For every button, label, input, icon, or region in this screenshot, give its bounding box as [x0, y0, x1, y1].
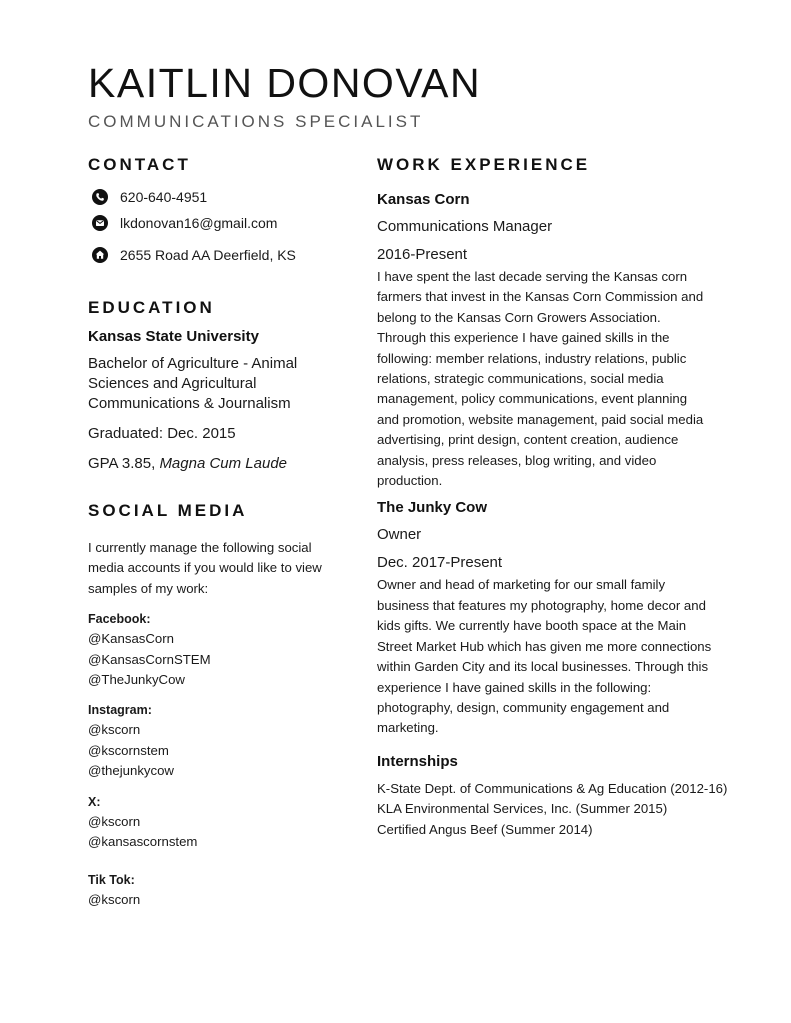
instagram-handle: @thejunkycow — [88, 763, 174, 779]
gpa-honor: Magna Cum Laude — [159, 455, 288, 472]
job-role: Owner — [377, 526, 422, 544]
facebook-label: Facebook: — [88, 612, 151, 627]
education-degree: Bachelor of Agriculture - Animal Sciences and Agricultural Communications & Journalism — [88, 355, 298, 412]
contact-heading: CONTACT — [88, 155, 191, 174]
gpa-value: GPA 3.85, — [88, 455, 160, 472]
left-column — [88, 150, 338, 911]
x-handle: @kansascornstem — [88, 834, 198, 850]
contact-phone-row — [88, 184, 338, 210]
internship-item: K-State Dept. of Communications & Ag Education (2012-16) — [377, 780, 728, 796]
work-experience-heading: WORK EXPERIENCE — [377, 155, 591, 174]
contact-phone: 620-640-4951 — [120, 189, 208, 205]
facebook-handle: @TheJunkyCow — [88, 672, 185, 688]
contact-address: 2655 Road AA Deerfield, KS — [120, 247, 296, 263]
job-description: Owner and head of marketing for our small family business that features my photography, home decor and kids gifts. We currently have booth space at the Main Street Market Hub which has given me more connections within Garden City and its local businesses. Through this experience I have gained skills in the following: photography, design, community engagement and marketing. — [377, 577, 712, 736]
candidate-name: KAITLIN DONOVAN — [88, 60, 482, 106]
instagram-handle: @kscorn — [88, 722, 141, 738]
contact-email: lkdonovan16@gmail.com — [120, 215, 278, 231]
candidate-title: COMMUNICATIONS SPECIALIST — [88, 112, 424, 131]
education-graduated: Graduated: Dec. 2015 — [88, 425, 236, 442]
internship-item: KLA Environmental Services, Inc. (Summer 2015) — [377, 801, 668, 817]
job-description: I have spent the last decade serving the Kansas corn farmers that invest in the Kansas Corn Commission and belong to the Kansas Corn Growers Association. Through this experience I have gained skills in the following: member relations, industry relations, public relations, strategic communications, social media management, policy communications, event planning and promotion, website management, paid social media advertising, print design, content creation, audience analysis, press releases, blog writing, and video production. — [377, 269, 704, 489]
tiktok-label: Tik Tok: — [88, 873, 135, 888]
contact-email-row — [88, 210, 338, 236]
internship-item: Certified Angus Beef (Summer 2014) — [377, 821, 593, 837]
facebook-handle: @KansasCornSTEM — [88, 651, 211, 667]
internships-heading: Internships — [377, 752, 458, 770]
education-gpa — [88, 454, 338, 474]
x-handle: @kscorn — [88, 813, 141, 829]
job-role: Communications Manager — [377, 218, 553, 235]
education-heading: EDUCATION — [88, 298, 215, 317]
phone-icon — [92, 189, 108, 205]
facebook-handle: @KansasCorn — [88, 631, 174, 647]
right-column — [377, 150, 757, 840]
education-school: Kansas State University — [88, 328, 259, 345]
home-icon — [92, 247, 108, 263]
job-company: Kansas Corn — [377, 191, 470, 208]
email-icon — [92, 215, 108, 231]
job-dates: Dec. 2017-Present — [377, 554, 503, 572]
job-company: The Junky Cow — [377, 499, 488, 517]
job-dates: 2016-Present — [377, 246, 468, 263]
instagram-label: Instagram: — [88, 703, 152, 718]
contact-address-row — [88, 242, 338, 268]
x-label: X: — [88, 794, 101, 809]
social-intro: I currently manage the following social media accounts if you would like to view samples of my work: — [88, 540, 322, 596]
tiktok-handle: @kscorn — [88, 892, 141, 908]
social-media-heading: SOCIAL MEDIA — [88, 501, 248, 520]
instagram-handle: @kscornstem — [88, 742, 169, 758]
